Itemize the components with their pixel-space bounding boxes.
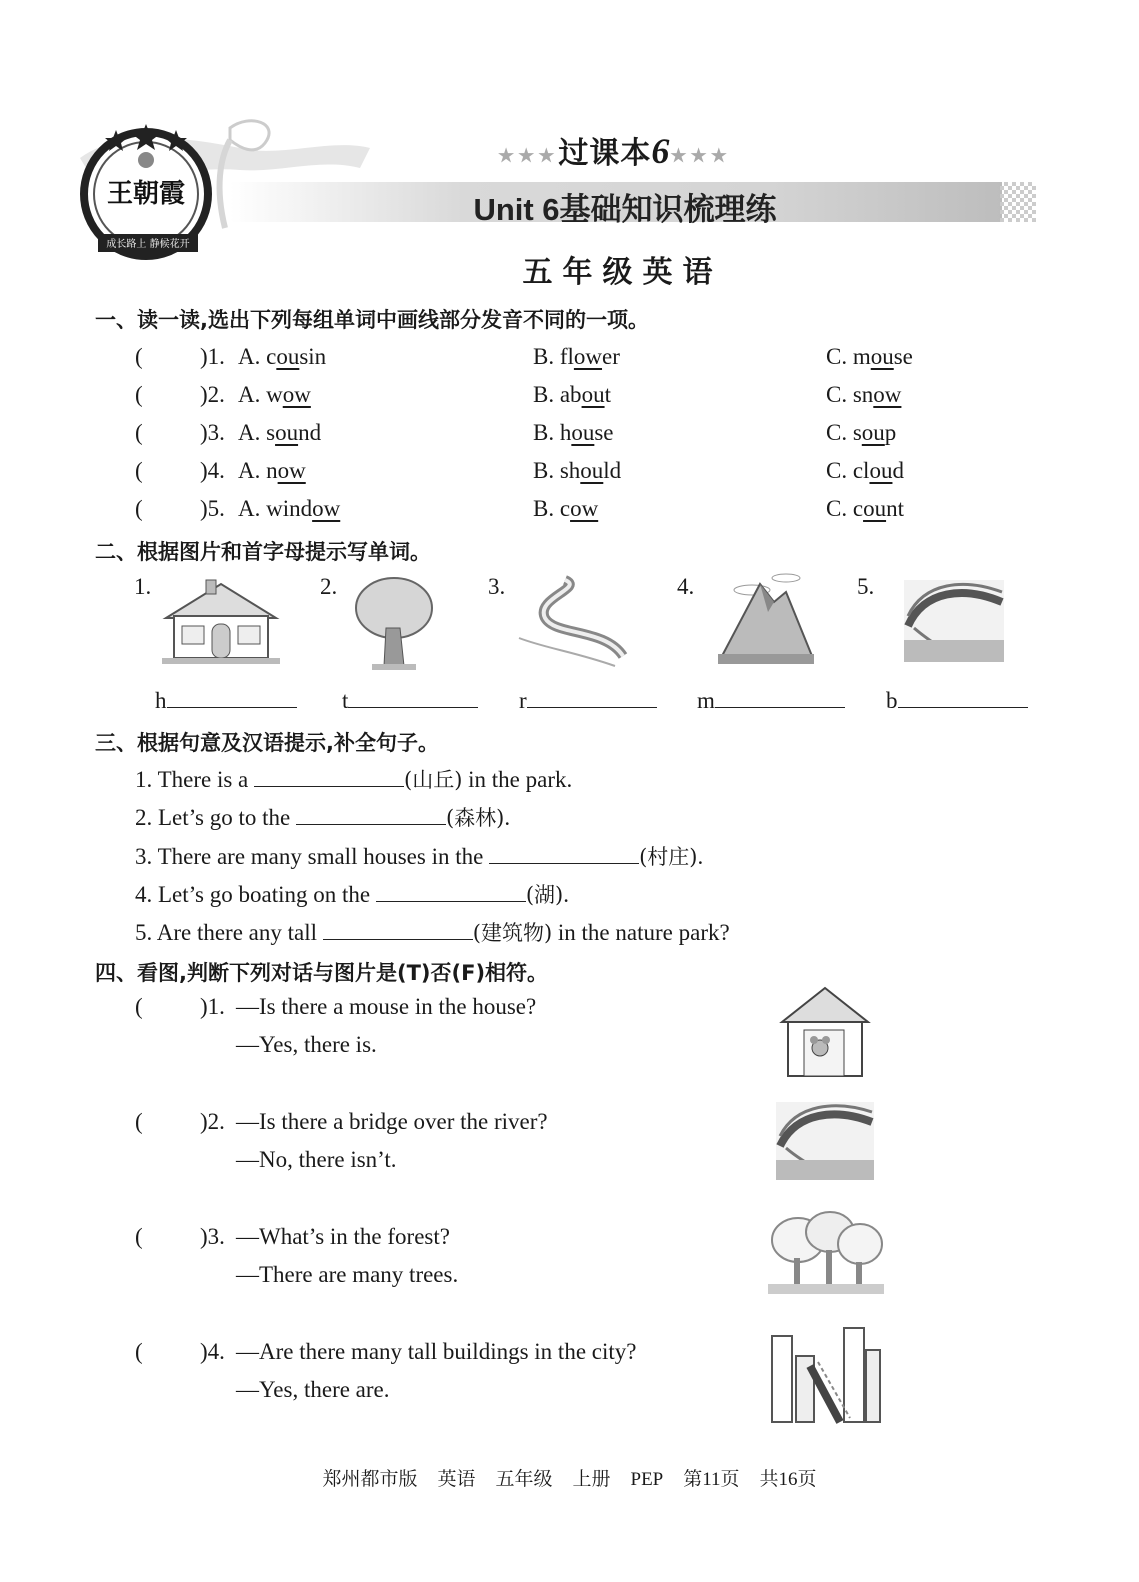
s1-option-b: B. should [533,458,622,483]
s4-item-number: )1. [200,994,225,1019]
badge-number: 6 [651,131,671,171]
s1-option-b: B. cow [533,496,599,521]
s1-item-number: )3. [200,420,225,445]
s1-option-c: C. snow [826,382,902,407]
section2-heading: 二、根据图片和首字母提示写单词。 [95,540,431,564]
logo-text: 王朝霞 [106,179,186,209]
s1-option-a: A. sound [238,420,322,445]
s4-answer: —No, there isn’t. [236,1147,397,1172]
mountain-picture [716,572,816,666]
mouse-in-house-picture [780,986,870,1078]
s2-answer-1[interactable]: h [155,688,297,714]
city-buildings-picture [770,1326,882,1422]
s1-option-b: B. flower [533,344,620,369]
s1-answer-blank-3[interactable]: ( [135,420,143,445]
s1-answer-blank-4[interactable]: ( [135,458,143,483]
brand-logo [76,122,226,264]
s4-answer: —Yes, there is. [236,1032,377,1057]
s4-question: —What’s in the forest? [236,1224,450,1249]
logo-slogan: 成长路上 静候花开 [106,239,190,250]
s4-question: —Is there a mouse in the house? [236,994,537,1019]
s3-sentence: 4. Let’s go boating on the (湖). [135,882,569,907]
footer-page: 第11页 [683,1469,740,1490]
s2-answer-4[interactable]: m [697,688,845,714]
tree-picture [352,574,436,670]
bridge-picture-2 [776,1102,874,1180]
s3-sentence: 1. There is a (山丘) in the park. [135,767,573,792]
s3-sentence: 2. Let’s go to the (森林). [135,805,511,830]
s2-num-5: 5. [857,574,875,599]
river-picture [515,578,625,668]
s4-answer: —Yes, there are. [236,1377,390,1402]
forest-picture [768,1210,884,1294]
s3-blank[interactable] [323,921,473,940]
footer-edition: 郑州都市版 [322,1469,418,1490]
page-footer [0,1464,1139,1491]
s1-answer-blank-5[interactable]: ( [135,496,143,521]
s4-item-number: )4. [200,1339,225,1364]
s2-answer-5[interactable]: b [886,688,1028,714]
footer-term: 上册 [572,1469,611,1490]
s1-item-number: )4. [200,458,225,483]
section-badge: ★★★过课本6★★★ [498,131,731,171]
footer-total: 共16页 [759,1469,817,1490]
s1-option-c: C. soup [826,420,897,445]
s4-question: —Are there many tall buildings in the city? [236,1339,637,1364]
s1-option-a: A. cousin [238,344,327,369]
s2-num-4: 4. [677,574,695,599]
s4-answer-blank-4[interactable]: ( [135,1339,143,1364]
s4-answer-blank-2[interactable]: ( [135,1109,143,1134]
footer-series: PEP [630,1469,664,1490]
s4-question: —Is there a bridge over the river? [236,1109,548,1134]
footer-grade: 五年级 [495,1469,553,1490]
section4-heading: 四、看图,判断下列对话与图片是(T)否(F)相符。 [95,961,549,985]
section3-heading: 三、根据句意及汉语提示,补全句子。 [95,731,439,755]
s3-sentence: 3. There are many small houses in the (村庄). [135,844,704,869]
unit-title: Unit 6基础知识梳理练 [473,192,777,227]
s2-num-1: 1. [134,574,152,599]
footer-subject: 英语 [437,1469,476,1490]
s1-item-number: )5. [200,496,225,521]
badge-text: 过课本 [558,136,652,171]
s3-blank[interactable] [254,768,404,787]
s3-blank[interactable] [376,883,526,902]
s1-option-a: A. window [238,496,341,521]
s4-item-number: )3. [200,1224,225,1249]
s4-item-number: )2. [200,1109,225,1134]
s1-answer-blank-2[interactable]: ( [135,382,143,407]
s3-blank[interactable] [296,806,446,825]
house-picture [162,578,280,664]
s1-option-b: B. house [533,420,614,445]
page-subtitle: 五年级英语 [522,255,723,290]
s1-item-number: )2. [200,382,225,407]
s2-num-3: 3. [488,574,506,599]
s1-option-c: C. cloud [826,458,904,483]
s4-answer-blank-3[interactable]: ( [135,1224,143,1249]
s3-sentence: 5. Are there any tall (建筑物) in the nature park? [135,920,730,945]
s2-answer-2[interactable]: t [342,688,478,714]
s2-answer-3[interactable]: r [519,688,657,714]
s2-num-2: 2. [320,574,338,599]
s1-answer-blank-1[interactable]: ( [135,344,143,369]
s1-item-number: )1. [200,344,225,369]
s1-option-b: B. about [533,382,611,407]
s1-option-c: C. mouse [826,344,913,369]
s1-option-a: A. now [238,458,306,483]
s4-answer-blank-1[interactable]: ( [135,994,143,1019]
s1-option-c: C. count [826,496,904,521]
section1-heading: 一、读一读,选出下列每组单词中画线部分发音不同的一项。 [95,308,649,332]
s3-blank[interactable] [489,845,639,864]
bridge-picture [904,580,1004,662]
s1-option-a: A. wow [238,382,311,407]
s4-answer: —There are many trees. [236,1262,459,1287]
